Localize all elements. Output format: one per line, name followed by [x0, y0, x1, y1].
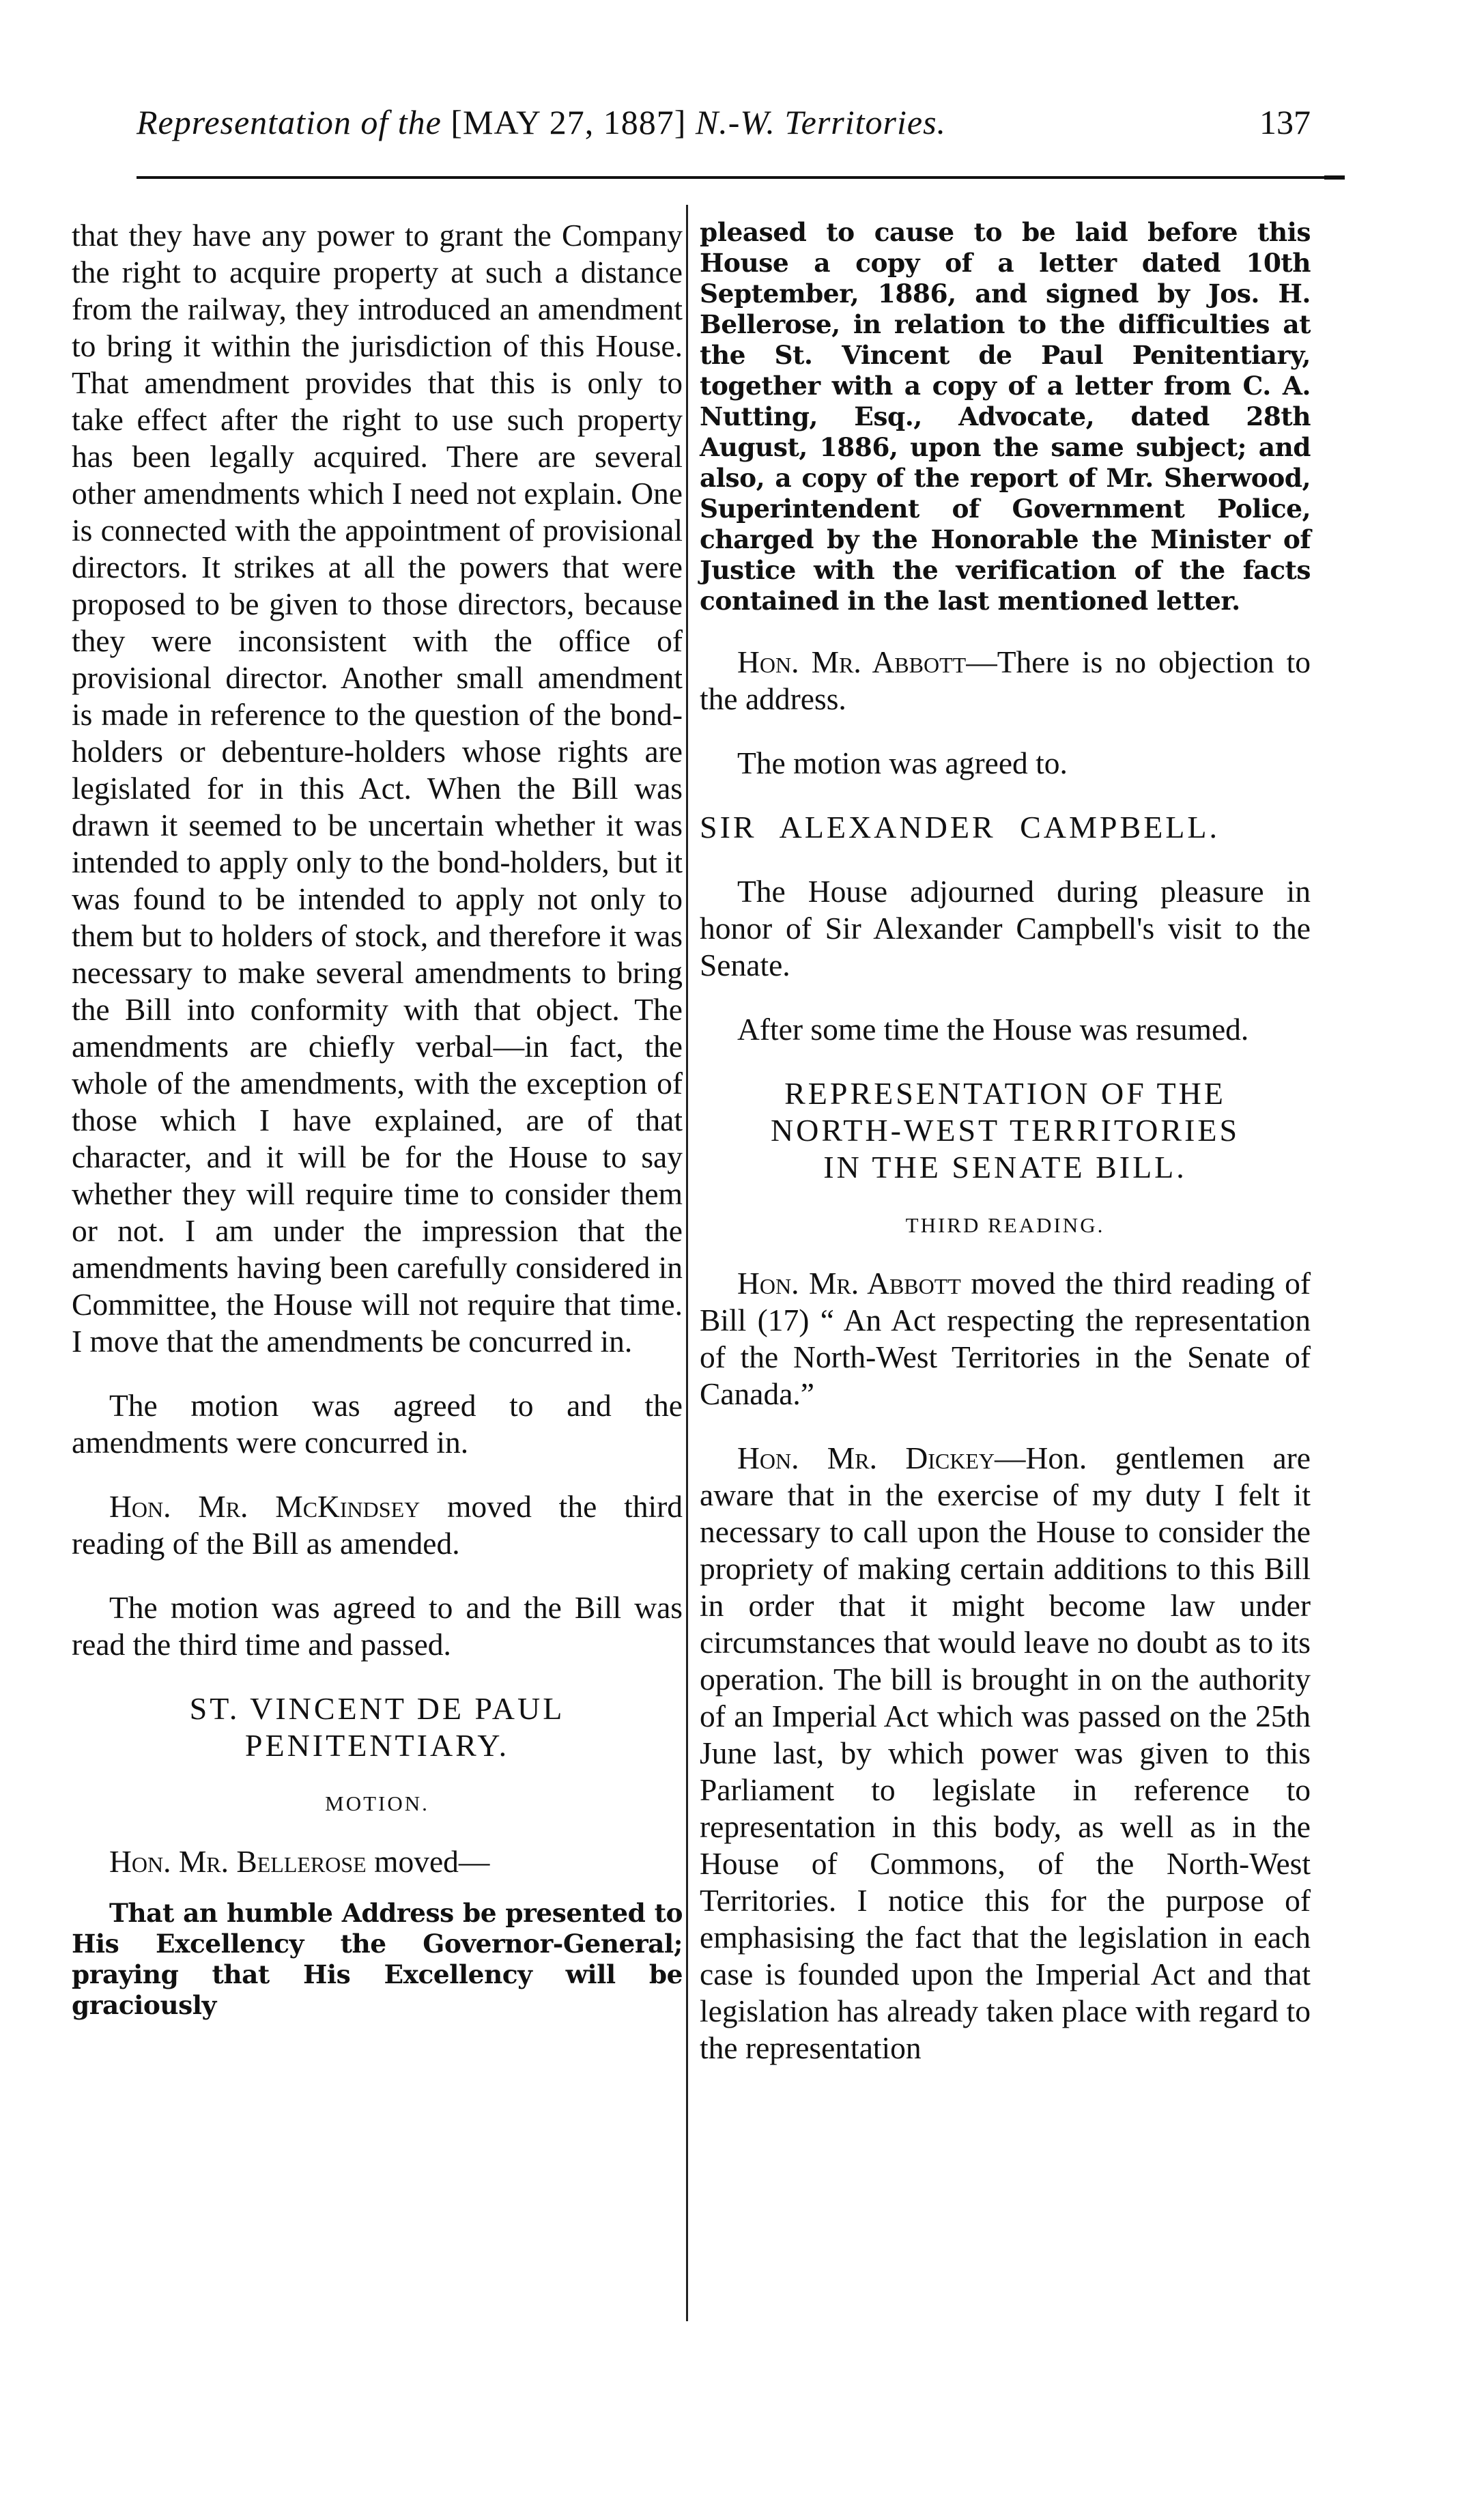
left-paragraph-3-text: moved the third reading of the Bill as amended.: [72, 1489, 683, 1561]
speaker-name: Hon. Mr. Abbott: [737, 1266, 961, 1301]
running-title-b: N.-W. Territories.: [695, 103, 947, 141]
left-motion-text: That an humble Address be presented to His Excellency the Governor-General; praying that His Excellency will be graciously: [72, 1898, 683, 2020]
left-paragraph-5: [72, 1843, 683, 1880]
subheading-third-reading: THIRD READING.: [905, 1213, 1105, 1237]
running-title: [137, 102, 946, 142]
right-paragraph-5: After some time the House was resumed.: [737, 1012, 1249, 1047]
speaker-name: Hon. Mr. Abbott: [737, 644, 967, 679]
section-heading-campbell: SIR ALEXANDER CAMPBELL.: [700, 810, 1220, 845]
right-paragraph-3: The motion was agreed to.: [737, 746, 1068, 780]
right-motion-text: pleased to cause to be laid before this House a copy of a letter dated 10th September, 1886, and signed by Jos. H. Bellerose, in relation to the difficulties at the St. Vincent de Paul Penitentiary, together with a copy of a letter from C. A. Nutting, Esq., Advocate, dated 28th August, 1886, upon the same subject; and also, a copy of the report of Mr. Sherwood, Superintendent of Government Police, charged by the Honorable the Minister of Justice with the verification of the facts contained in the last mentioned letter.: [700, 217, 1311, 616]
left-paragraph-1: that they have any power to grant the Company the right to acquire property at such a distance from the railway, they introduced an amendment to bring it within the jurisdiction of this House. That amendment provides that this is only to take effect after the right to use such property has been legally acquired. There are several other amendments which I need not explain. One is connected with the appointment of provisional directors. It strikes at all the powers that were proposed to be given to those directors, because they were inconsistent with the office of provisional director. Another small amendment is made in reference to the question of the bond-holders or debenture-holders whose rights are legislated for in this Act. When the Bill was drawn it seemed to be uncertain whether it was intended to apply only to the bond-holders, but it was found to be intended to apply not only to them but to holders of stock, and therefore it was necessary to make several amendments to bring the Bill into conformity with that object. The amendments are chiefly verbal—in fact, the whole of the amendments, with the exception of those which I have explained, are of that character, and it will be for the House to say whether they will require time to consider them or not. I am under the impression that the amendments having been carefully considered in Committee, the House will not require that time. I move that the amendments be concurred in.: [72, 218, 683, 1359]
right-paragraph-6: [700, 1265, 1311, 1413]
left-paragraph-4: The motion was agreed to and the Bill was read the third time and passed.: [72, 1590, 683, 1662]
right-paragraph-7-text: —Hon. gentlemen are aware that in the exercise of my duty I felt it necessary to call upon the House to consider the propriety of making certain additions to this Bill in order that it might become law under circumstances that would leave no doubt as to its operation. The bill is brought in on the authority of an Imperial Act which was passed on the 25th June last, by which power was given to this Parliament to legislate in reference to representation in this body, as well as in the House of Commons, of the North-West Territories. I notice this for the purpose of emphasising the fact that the legislation in each case is founded upon the Imperial Act and that legislation has already taken place with regard to the representation: [700, 1441, 1311, 2065]
running-header: [109, 102, 1331, 164]
speaker-name: Hon. Mr. Dickey: [737, 1441, 995, 1475]
right-column: [700, 217, 1311, 2067]
right-paragraph-2: [700, 644, 1311, 718]
speaker-name: Hon. Mr. Bellerose: [109, 1844, 367, 1879]
column-divider: [686, 205, 688, 2321]
left-column: [72, 217, 683, 2021]
subheading-motion: MOTION.: [325, 1791, 429, 1815]
section-heading-penitentiary: ST. VINCENT DE PAUL PENITENTIARY.: [189, 1691, 565, 1763]
right-paragraph-6-text: moved the third reading of Bill (17) “ An Act respecting the representation of the North-West Territories in the Senate of Canada.”: [700, 1266, 1311, 1411]
left-paragraph-5-text: moved—: [366, 1844, 490, 1879]
right-paragraph-2-text: —There is no objection to the address.: [700, 644, 1311, 716]
running-date: [MAY 27, 1887]: [451, 103, 687, 141]
right-paragraph-7: [700, 1440, 1311, 2067]
right-paragraph-4: The House adjourned during pleasure in honor of Sir Alexander Campbell's visit to the Senate.: [700, 874, 1311, 982]
section-heading-representation: REPRESENTATION OF THE NORTH-WEST TERRITORIES IN THE SENATE BILL.: [770, 1076, 1240, 1185]
page-number: 137: [1259, 103, 1311, 141]
header-rule: [137, 176, 1338, 179]
left-paragraph-2: The motion was agreed to and the amendments were concurred in.: [72, 1388, 683, 1460]
speaker-name: Hon. Mr. McKindsey: [109, 1489, 420, 1524]
running-title-a: Representation of the: [137, 103, 442, 141]
left-paragraph-3: [72, 1488, 683, 1562]
